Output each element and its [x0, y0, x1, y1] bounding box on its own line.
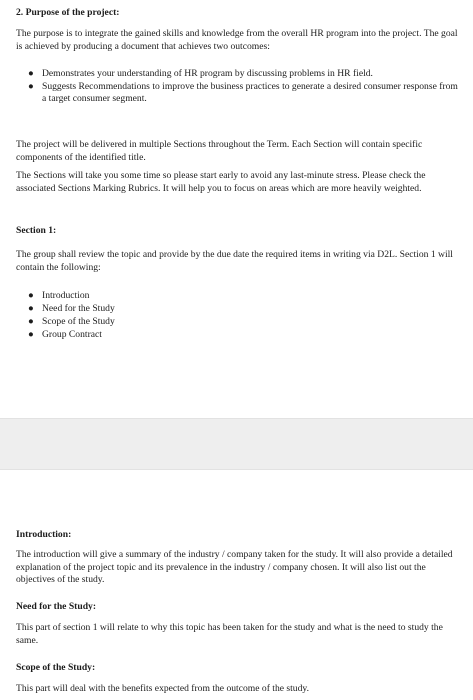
list-item: ● Suggests Recommendations to improve the business practices to generate a desired consumer response from a target consumer segment. [28, 80, 458, 104]
section1-paragraph: The group shall review the topic and provide by the due date the required items in writing via D2L. Section 1 will contain the following: [16, 249, 453, 273]
introduction-paragraph: The introduction will give a summary of the industry / company taken for the study. It will also provide a detailed explanation of the project topic and its prevalence in the industry / company chosen. It will also list out the objectives of the study. [16, 549, 453, 585]
time-paragraph: The Sections will take you some time so please start early to avoid any last-minute stress. Please check the associated Sections Marking Rubrics. It will help you to focus on areas which are more heavily weighted. [16, 170, 426, 194]
list-item: ● Scope of the Study [28, 316, 115, 327]
bullet-icon: ● [28, 290, 34, 301]
list-item: ● Introduction [28, 290, 90, 301]
need-heading: Need for the Study: [16, 601, 97, 612]
delivery-paragraph: The project will be delivered in multiple Sections throughout the Term. Each Section will contain specific components of the identified title. [16, 139, 423, 163]
bullet-icon: ● [28, 68, 34, 79]
section1-heading: Section 1: [16, 225, 57, 236]
section1-items-list [16, 289, 459, 341]
bullet-icon: ● [28, 303, 34, 314]
list-item: ● Need for the Study [28, 303, 115, 314]
list-item: ● Group Contract [28, 329, 102, 340]
bullet-icon: ● [28, 329, 34, 340]
outcomes-list [16, 68, 459, 106]
scope-paragraph: This part will deal with the benefits expected from the outcome of the study. [16, 683, 309, 694]
list-item: ● Demonstrates your understanding of HR program by discussing problems in HR field. [28, 68, 373, 79]
bullet-icon: ● [28, 316, 34, 327]
introduction-heading: Introduction: [16, 529, 72, 540]
need-paragraph: This part of section 1 will relate to why this topic has been taken for the study and what is the need to study the same. [16, 622, 443, 646]
scope-heading: Scope of the Study: [16, 662, 96, 673]
purpose-paragraph: The purpose is to integrate the gained skills and knowledge from the overall HR program into the project. The goal is achieved by producing a document that achieves two outcomes: [16, 28, 458, 52]
page-break-divider [0, 418, 473, 470]
bullet-icon: ● [28, 80, 34, 92]
purpose-heading: 2. Purpose of the project: [16, 7, 120, 18]
